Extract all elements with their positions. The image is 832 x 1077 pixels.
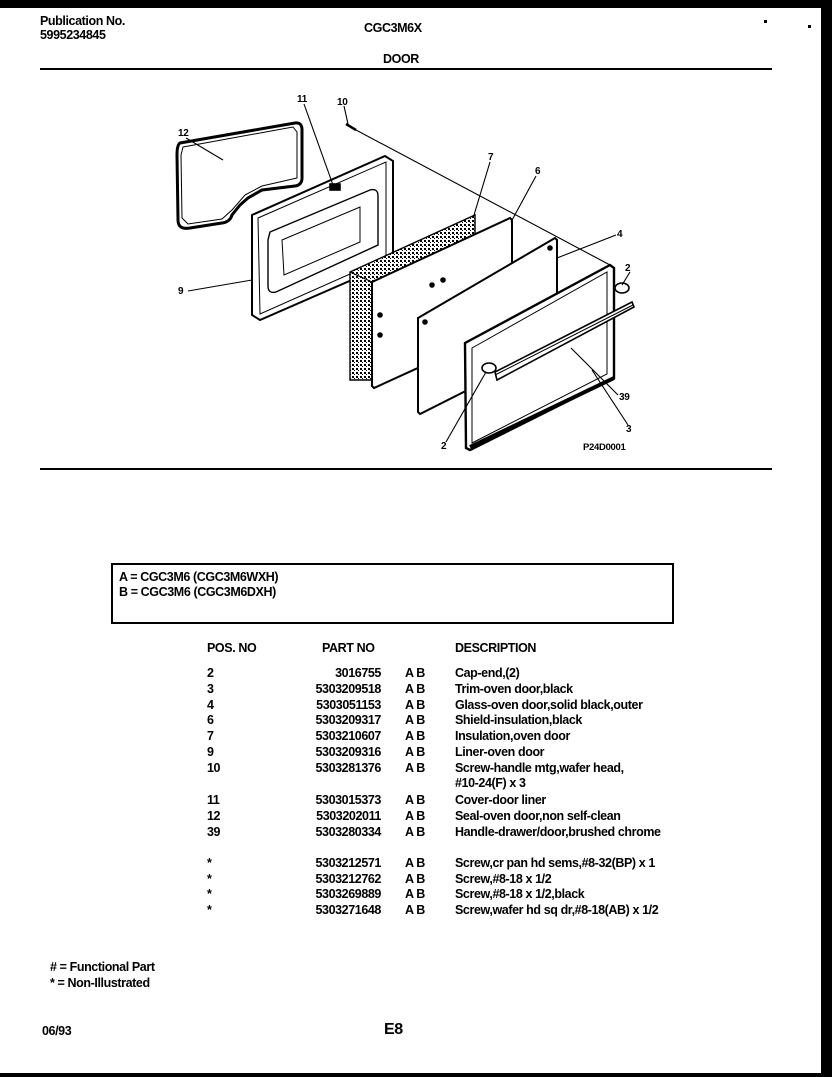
- part-no: 5303280334: [315, 825, 381, 839]
- model-codes: A B: [405, 761, 425, 775]
- part-no: 5303209316: [315, 745, 381, 759]
- scan-border-bottom: [0, 1073, 832, 1077]
- description: Liner-oven door: [455, 745, 545, 759]
- model-codes: A B: [405, 903, 425, 917]
- table-row-continuation: [0, 776, 832, 791]
- pos-no: 9: [207, 745, 214, 759]
- screw-part-10: [346, 124, 356, 130]
- callout-39: 39: [619, 392, 630, 403]
- model-codes: A B: [405, 856, 425, 870]
- diagram-divider: [40, 468, 772, 470]
- part-no: 5303212571: [315, 856, 381, 870]
- part-no: 5303269889: [315, 887, 381, 901]
- part-no: 5303051153: [316, 698, 381, 712]
- part-no: 5303209518: [315, 682, 381, 696]
- description: Screw,wafer hd sq dr,#8-18(AB) x 1/2: [455, 903, 659, 917]
- callout-10: 10: [337, 97, 348, 108]
- pos-no: *: [207, 872, 212, 886]
- callout-4: 4: [617, 229, 623, 240]
- description: Glass-oven door,solid black,outer: [455, 698, 643, 712]
- table-row: [0, 761, 832, 776]
- callout-11: 11: [297, 94, 307, 105]
- model-number: CGC3M6X: [364, 21, 422, 35]
- callout-2: 2: [625, 263, 631, 274]
- part-no: 5303271648: [315, 903, 381, 917]
- table-row: [0, 809, 832, 824]
- table-row: [0, 713, 832, 728]
- callout-6: 6: [535, 166, 541, 177]
- pos-no: 2: [207, 666, 214, 680]
- part-no: 5303212762: [315, 872, 381, 886]
- part-no: 5303281376: [315, 761, 381, 775]
- part-no: 5303209317: [315, 713, 381, 727]
- model-codes: A B: [405, 872, 425, 886]
- model-codes: A B: [405, 793, 425, 807]
- callout-7: 7: [488, 152, 494, 163]
- pos-no: 10: [207, 761, 221, 775]
- description: Trim-oven door,black: [455, 682, 573, 696]
- model-codes: A B: [405, 809, 425, 823]
- description: Shield-insulation,black: [455, 713, 582, 727]
- header-part-no: PART NO: [322, 641, 375, 655]
- callout-9: 9: [178, 286, 184, 297]
- table-row: [0, 793, 832, 808]
- model-codes: A B: [405, 729, 425, 743]
- table-row: [0, 698, 832, 713]
- model-codes: A B: [405, 698, 425, 712]
- note-non-illustrated: * = Non-Illustrated: [50, 976, 150, 990]
- part-no: 5303015373: [315, 793, 381, 807]
- pos-no: 4: [207, 698, 214, 712]
- figure-id: P24D0001: [583, 442, 626, 453]
- pos-no: 12: [207, 809, 221, 823]
- note-functional-part: # = Functional Part: [50, 960, 155, 974]
- description: Cap-end,(2): [455, 666, 520, 680]
- model-codes: A B: [405, 682, 425, 696]
- pos-no: 6: [207, 713, 214, 727]
- description-continued: #10-24(F) x 3: [455, 776, 526, 790]
- seal-gasket-part-12: [177, 123, 302, 228]
- page-number: E8: [384, 1021, 403, 1038]
- table-row: [0, 745, 832, 760]
- description: Screw,#8-18 x 1/2,black: [455, 887, 585, 901]
- legend-model-a: A = CGC3M6 (CGC3M6WXH): [119, 570, 279, 584]
- description: Screw,#8-18 x 1/2: [455, 872, 552, 886]
- description: Handle-drawer/door,brushed chrome: [455, 825, 661, 839]
- pos-no: 7: [207, 729, 214, 743]
- legend-model-b: B = CGC3M6 (CGC3M6DXH): [119, 585, 276, 599]
- table-row: [0, 825, 832, 840]
- table-row: [0, 666, 832, 681]
- table-row: [0, 872, 832, 887]
- description: Seal-oven door,non self-clean: [455, 809, 621, 823]
- pos-no: *: [207, 903, 212, 917]
- table-row: [0, 887, 832, 902]
- part-no: 5303202011: [316, 809, 381, 823]
- callout-12: 12: [178, 128, 189, 139]
- pos-no: 3: [207, 682, 214, 696]
- callout-3: 3: [626, 424, 632, 435]
- part-no: 5303210607: [315, 729, 381, 743]
- table-row: [0, 682, 832, 697]
- pos-no: 11: [207, 793, 220, 807]
- model-codes: A B: [405, 713, 425, 727]
- pos-no: *: [207, 856, 212, 870]
- publication-number: 5995234845: [40, 28, 106, 42]
- table-row: [0, 729, 832, 744]
- header-description: DESCRIPTION: [455, 641, 537, 655]
- part-no: 3016755: [335, 666, 381, 680]
- exploded-door-diagram: [0, 0, 832, 470]
- description: Screw,cr pan hd sems,#8-32(BP) x 1: [455, 856, 655, 870]
- model-codes: A B: [405, 887, 425, 901]
- section-title: DOOR: [383, 52, 419, 66]
- description: Cover-door liner: [455, 793, 546, 807]
- table-row: [0, 856, 832, 871]
- table-row: [0, 903, 832, 918]
- description: Insulation,oven door: [455, 729, 570, 743]
- footer-date: 06/93: [42, 1024, 72, 1038]
- header-pos-no: POS. NO: [207, 641, 257, 655]
- pos-no: 39: [207, 825, 221, 839]
- model-codes: A B: [405, 666, 425, 680]
- model-codes: A B: [405, 745, 425, 759]
- callout-2b: 2: [441, 441, 447, 452]
- publication-label: Publication No.: [40, 14, 125, 28]
- cap-end-part-2: [482, 363, 496, 373]
- model-legend-box: [111, 563, 674, 624]
- model-codes: A B: [405, 825, 425, 839]
- description: Screw-handle mtg,wafer head,: [455, 761, 624, 775]
- pos-no: *: [207, 887, 212, 901]
